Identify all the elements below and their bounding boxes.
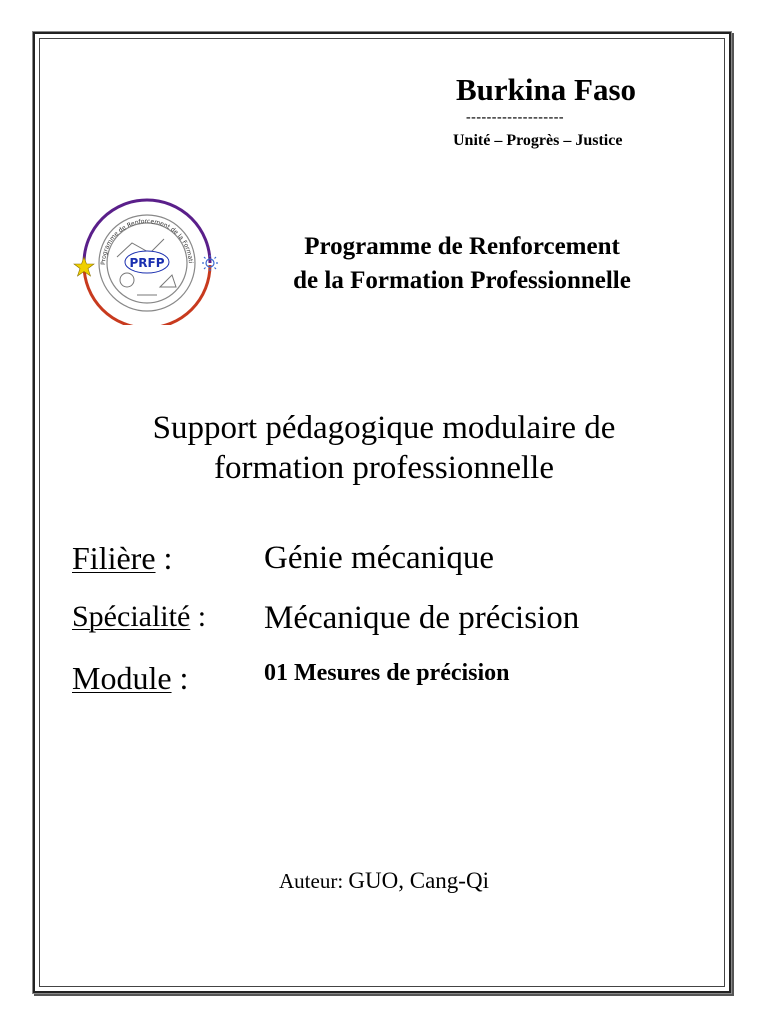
module-label: Module :: [72, 660, 189, 696]
document-title: [60, 408, 708, 488]
page-border: [33, 32, 731, 993]
author-label: Auteur:: [279, 869, 349, 893]
author-line: [0, 868, 768, 894]
program-title: [238, 230, 686, 298]
specialite-label: Spécialité :: [72, 600, 207, 633]
prfp-logo: [72, 195, 222, 325]
logo-ring-text: Programme de Renforcement de la Formati: [99, 217, 194, 266]
program-title-line-2: de la Formation Professionnelle: [293, 267, 631, 294]
national-motto: Unité – Progrès – Justice: [453, 132, 623, 149]
specialite-value: Mécanique de précision: [264, 600, 580, 636]
document-title-line-2: formation professionnelle: [214, 450, 554, 486]
country-name: Burkina Faso: [456, 72, 637, 107]
filiere-value: Génie mécanique: [264, 540, 494, 576]
module-value: 01 Mesures de précision: [264, 660, 510, 686]
filiere-label: Filière :: [72, 540, 173, 576]
logo-label: PRFP: [129, 256, 165, 270]
document-title-line-1: Support pédagogique modulaire de: [152, 410, 616, 446]
page-inner-border: [39, 38, 725, 987]
header-separator: -------------------: [466, 110, 565, 125]
program-title-line-1: Programme de Renforcement: [304, 233, 620, 260]
author-name: GUO, Cang-Qi: [348, 868, 489, 893]
